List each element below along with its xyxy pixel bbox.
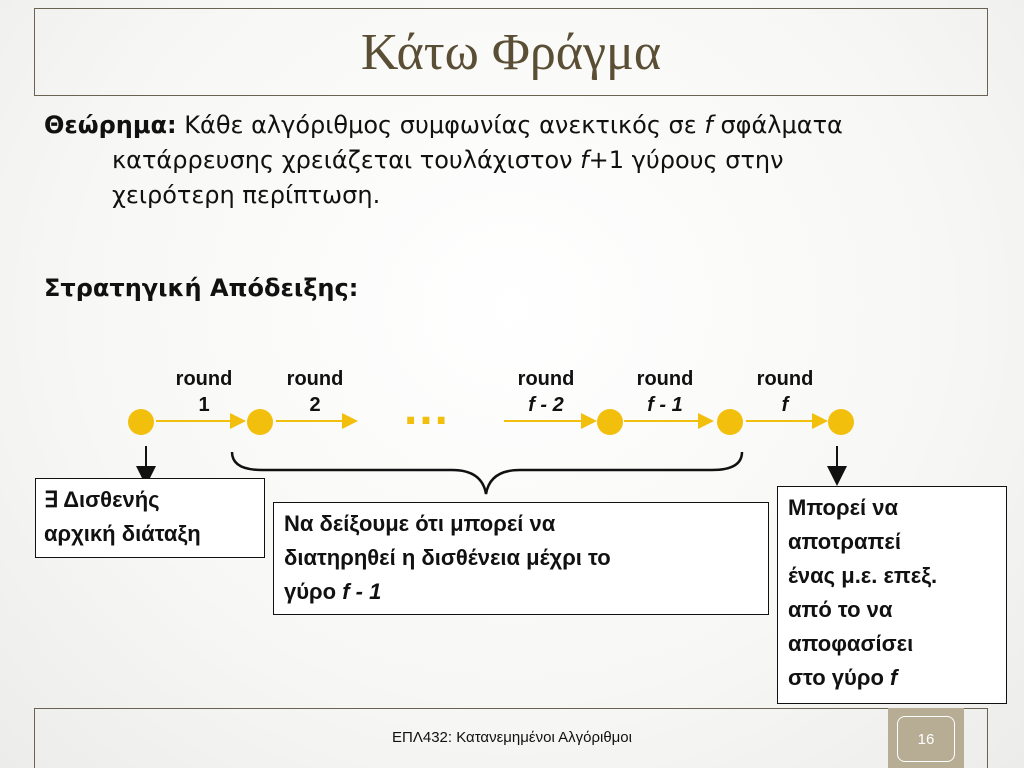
round-label-f-2 [501, 366, 591, 418]
theorem-text-2a: κατάρρευσης χρειάζεται τουλάχιστον [112, 146, 581, 174]
right-box-line-1: Μπορεί να [788, 495, 899, 520]
initial-bivalent-box [35, 478, 265, 558]
footer-course: ΕΠΛ432: Κατανεμημένοι Αλγόριθμοι [392, 729, 632, 746]
right-box-line-6 [788, 661, 996, 695]
round-word: round [517, 368, 575, 390]
round-label-1 [159, 366, 249, 418]
middle-box-line-2: διατηρηθεί η δισθένεια μέχρι το [284, 545, 611, 570]
theorem-text-2b: +1 γύρους στην [588, 146, 784, 174]
right-box-line-3: ένας μ.ε. επεξ. [788, 563, 938, 588]
round-number: 1 [198, 394, 210, 416]
prevent-decision-box [777, 486, 1007, 704]
middle-box-text-3a: γύρο [284, 579, 343, 604]
theorem-line-3: χειρότερη περίπτωση. [112, 181, 381, 209]
theorem-text-1a: Κάθε αλγόριθμος συμφωνίας ανεκτικός σε [176, 111, 705, 139]
theorem-f-1: f [704, 111, 713, 139]
right-box-line-4: από το να [788, 597, 893, 622]
left-box-line-2: αρχική διάταξη [44, 521, 201, 546]
round-word: round [175, 368, 233, 390]
theorem-f-2: f [580, 146, 589, 174]
round-number: f [781, 394, 789, 416]
node-f [828, 409, 854, 435]
ellipsis: … [402, 382, 450, 435]
round-number: 2 [309, 394, 321, 416]
strategy-label: Στρατηγική Απόδειξης: [44, 274, 359, 302]
bivalence-goal-box [273, 502, 769, 615]
left-box-line-1: ∃ Δισθενής [44, 487, 160, 512]
round-label-f-1 [620, 366, 710, 418]
right-box-text-6a: στο γύρο [788, 665, 891, 690]
round-word: round [756, 368, 814, 390]
round-number: f - 1 [647, 394, 683, 416]
theorem-label: Θεώρημα: [44, 111, 177, 139]
right-box-line-5: αποφασίσει [788, 631, 914, 656]
middle-box-line-1: Να δείξουμε ότι μπορεί να [284, 511, 556, 536]
middle-box-f: f - 1 [342, 579, 382, 604]
page-number: 16 [897, 716, 955, 762]
right-box-f: f [890, 665, 898, 690]
round-number: f - 2 [528, 394, 564, 416]
theorem-text-1b: σφάλματα [712, 111, 843, 139]
round-label-f [740, 366, 830, 418]
curly-brace [232, 452, 742, 494]
round-word: round [636, 368, 694, 390]
middle-box-line-3 [284, 575, 758, 609]
node-0 [128, 409, 154, 435]
round-word: round [286, 368, 344, 390]
slide-title: Κάτω Φράγμα [360, 23, 662, 81]
right-box-line-2: αποτραπεί [788, 529, 901, 554]
round-label-2 [270, 366, 360, 418]
